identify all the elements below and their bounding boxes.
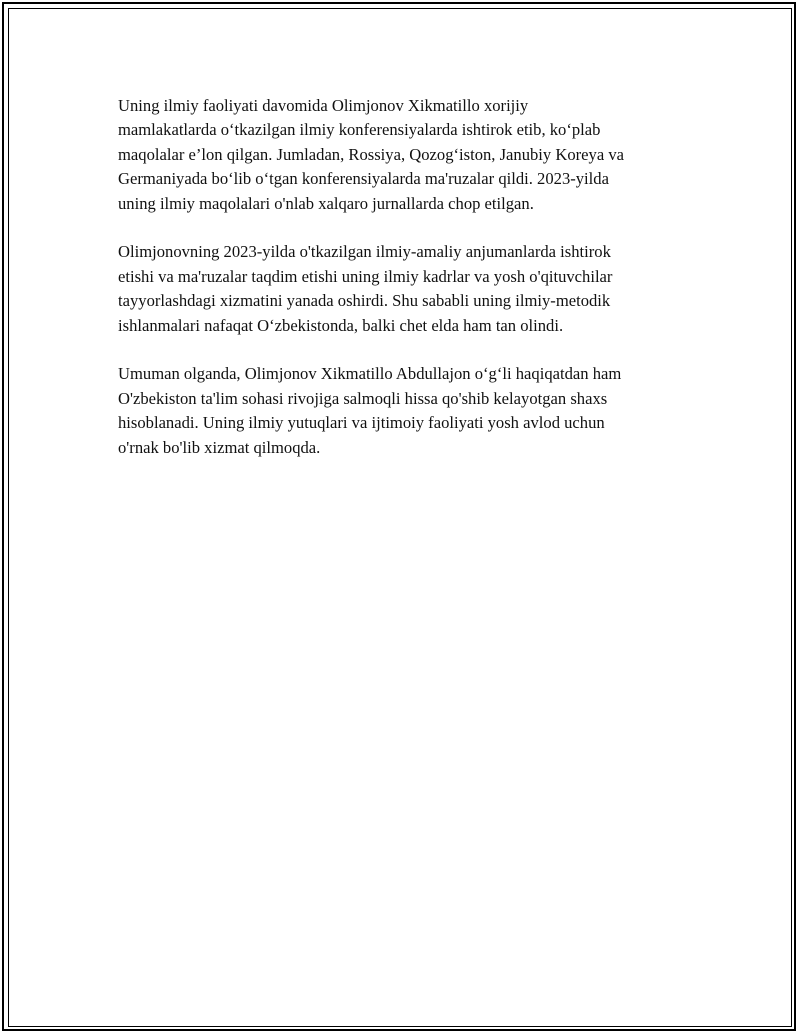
paragraph-2: Olimjonovning 2023-yilda o'tkazilgan ilmiy-amaliy anjumanlarda ishtirok etishi va ma'ruzalar taqdim etishi uning ilmiy kadrlar va yosh o'qituvchilar tayyorlashdagi xizmatini yanada oshirdi. Shu sababli uning ilmiy-metodik ishlanmalari nafaqat O‘zbekistonda, balki chet elda ham tan olindi. — [118, 242, 613, 335]
paragraph-1: Uning ilmiy faoliyati davomida Olimjonov Xikmatillo xorijiy mamlakatlarda o‘tkazilgan ilmiy konferensiyalarda ishtirok etib, ko‘plab maqolalar e’lon qilgan. Jumladan, Rossiya, Qozog‘iston, Janubiy Koreya va Germaniyada bo‘lib o‘tgan konferensiyalarda ma'ruzalar qildi. 2023-yilda uning ilmiy maqolalari o'nlab xalqaro jurnallarda chop etilgan. — [118, 96, 624, 213]
paragraph-3: Umuman olganda, Olimjonov Xikmatillo Abdullajon o‘g‘li haqiqatdan ham O'zbekiston ta'lim sohasi rivojiga salmoqli hissa qo'shib kelayotgan shaxs hisoblanadi. Uning ilmiy yutuqlari va ijtimoiy faoliyati yosh avlod uchun o'rnak bo'lib xizmat qilmoqda. — [118, 364, 622, 457]
document-body — [118, 94, 688, 484]
